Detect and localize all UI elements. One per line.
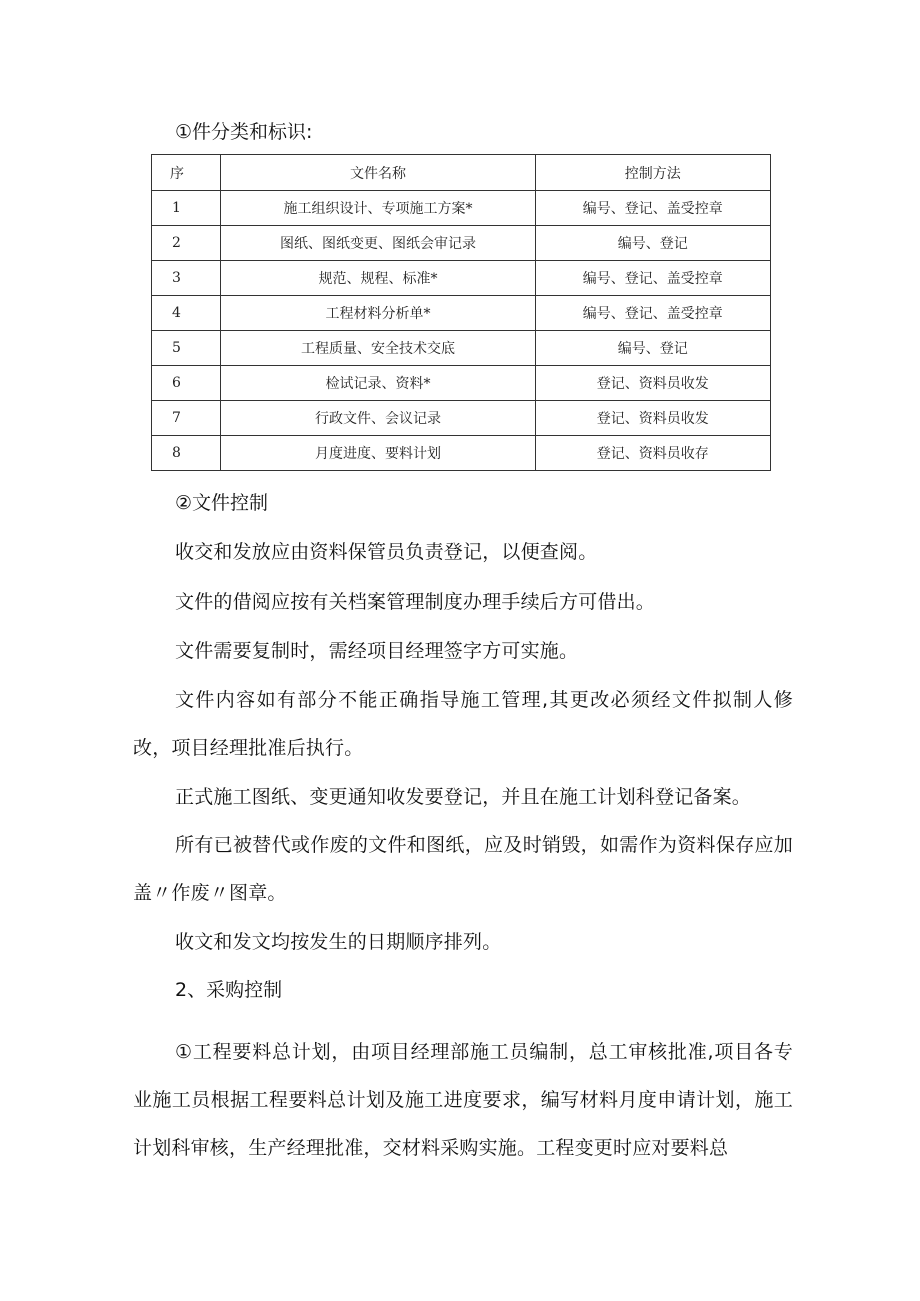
table-row bbox=[152, 191, 771, 226]
cell-file-name: 检试记录、资料* bbox=[221, 366, 535, 401]
cell-control-method: 登记、资料员收发 bbox=[535, 401, 770, 436]
cell-control-method: 编号、登记 bbox=[535, 331, 770, 366]
table-row bbox=[152, 261, 771, 296]
cell-no: 6 bbox=[152, 366, 221, 401]
header-control-method: 控制方法 bbox=[535, 155, 770, 191]
file-classification-table bbox=[151, 154, 771, 471]
cell-no: 2 bbox=[152, 226, 221, 261]
cell-file-name: 施工组织设计、专项施工方案* bbox=[221, 191, 535, 226]
paragraph-obsolete-documents: 所有已被替代或作废的文件和图纸，应及时销毁，如需作为资料保存应加盖〃作废〃图章。 bbox=[133, 834, 793, 904]
cell-file-name: 图纸、图纸变更、图纸会审记录 bbox=[221, 226, 535, 261]
paragraph-receive-distribute: 收交和发放应由资料保管员负责登记，以便查阅。 bbox=[175, 541, 598, 563]
table-row bbox=[152, 401, 771, 436]
cell-no: 7 bbox=[152, 401, 221, 436]
cell-file-name: 月度进度、要料计划 bbox=[221, 436, 535, 471]
cell-control-method: 编号、登记 bbox=[535, 226, 770, 261]
header-file-name: 文件名称 bbox=[221, 155, 535, 191]
cell-no: 8 bbox=[152, 436, 221, 471]
cell-file-name: 行政文件、会议记录 bbox=[221, 401, 535, 436]
section-heading-document-control: ②文件控制 bbox=[175, 492, 269, 514]
paragraph-copying: 文件需要复制时，需经项目经理签字方可实施。 bbox=[175, 640, 579, 662]
section-heading-procurement-control: 2、采购控制 bbox=[175, 979, 283, 1001]
cell-control-method: 编号、登记、盖受控章 bbox=[535, 191, 770, 226]
cell-file-name: 工程材料分析单* bbox=[221, 296, 535, 331]
header-no: 序 bbox=[152, 155, 221, 191]
table-row bbox=[152, 331, 771, 366]
paragraph-borrowing: 文件的借阅应按有关档案管理制度办理手续后方可借出。 bbox=[175, 591, 656, 613]
cell-file-name: 工程质量、安全技术交底 bbox=[221, 331, 535, 366]
paragraph-date-order: 收文和发文均按发生的日期顺序排列。 bbox=[175, 931, 502, 953]
table-header-row bbox=[152, 155, 771, 191]
table-row bbox=[152, 226, 771, 261]
cell-no: 4 bbox=[152, 296, 221, 331]
cell-no: 5 bbox=[152, 331, 221, 366]
paragraph-drawing-registration: 正式施工图纸、变更通知收发要登记，并且在施工计划科登记备案。 bbox=[175, 786, 752, 808]
cell-control-method: 登记、资料员收发 bbox=[535, 366, 770, 401]
paragraph-material-plan: ①工程要料总计划，由项目经理部施工员编制，总工审核批准,项目各专业施工员根据工程要料总计划及施工进度要求，编写材料月度申请计划，施工计划科审核，生产经理批准，交材料采购实施。工程变更时应对要料总 bbox=[133, 1041, 793, 1159]
cell-no: 3 bbox=[152, 261, 221, 296]
cell-control-method: 编号、登记、盖受控章 bbox=[535, 261, 770, 296]
cell-no: 1 bbox=[152, 191, 221, 226]
table-row bbox=[152, 296, 771, 331]
cell-file-name: 规范、规程、标准* bbox=[221, 261, 535, 296]
table-row bbox=[152, 366, 771, 401]
cell-control-method: 编号、登记、盖受控章 bbox=[535, 296, 770, 331]
section-heading-file-classification: ①件分类和标识: bbox=[175, 121, 313, 143]
table-row bbox=[152, 436, 771, 471]
paragraph-modification: 文件内容如有部分不能正确指导施工管理,其更改必须经文件拟制人修改，项目经理批准后执行。 bbox=[133, 689, 793, 759]
cell-control-method: 登记、资料员收存 bbox=[535, 436, 770, 471]
